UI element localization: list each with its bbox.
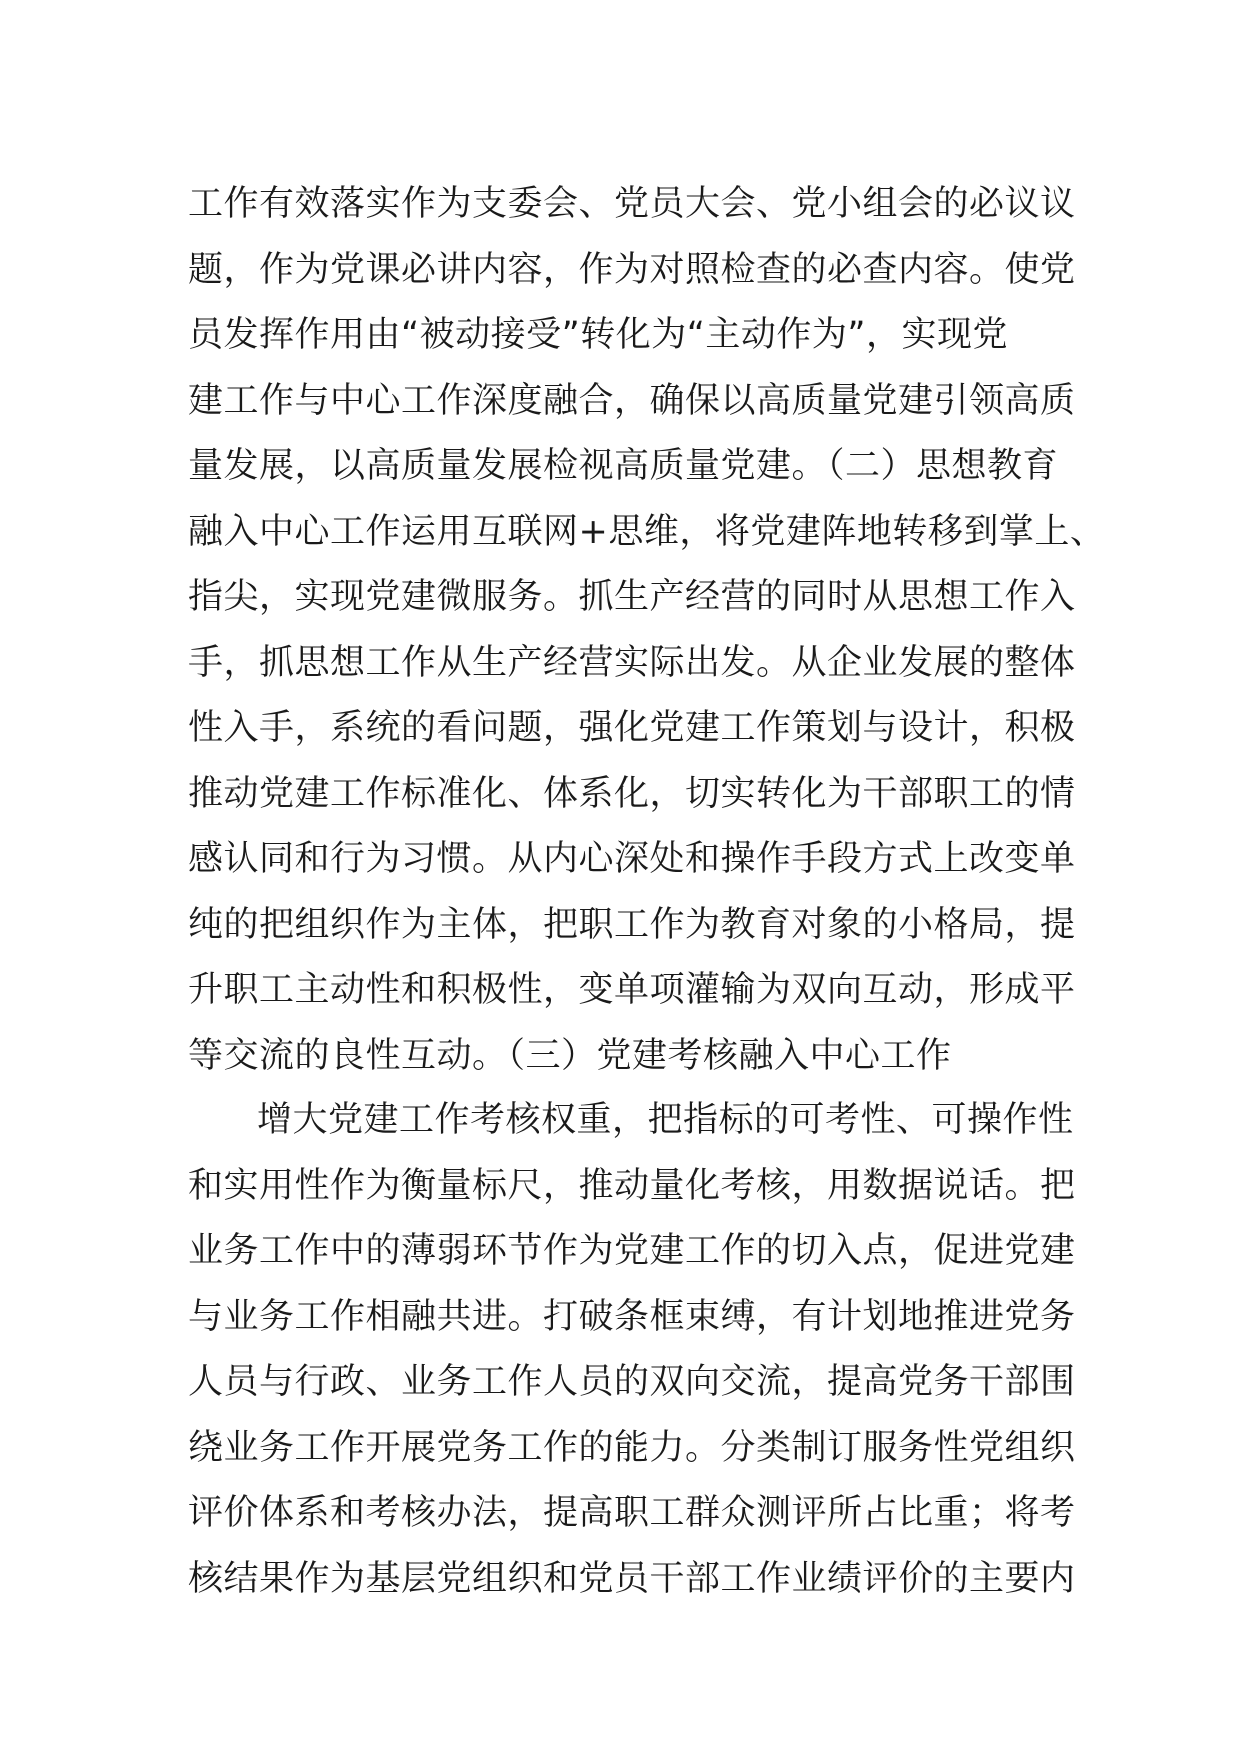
paragraph-assessment [188, 1088, 1076, 1612]
text-line: 绕业务工作开展党务工作的能力。分类制订服务性党组织 [188, 1427, 1076, 1468]
text-line: 量发展，以高质量发展检视高质量党建。（二）思想教育 [188, 446, 1059, 486]
text-line: 评价体系和考核办法，提高职工群众测评所占比重；将考 [188, 1493, 1076, 1533]
text-line: 人员与行政、业务工作人员的双向交流，提高党务干部围 [188, 1362, 1076, 1402]
text-line: 手，抓思想工作从生产经营实际出发。从企业发展的整体 [188, 642, 1076, 683]
text-line: 升职工主动性和积极性，变单项灌输为双向互动，形成平 [188, 970, 1076, 1010]
text-line: 工作有效落实作为支委会、党员大会、党小组会的必议议 [188, 184, 1076, 224]
text-line: 和实用性作为衡量标尺，推动量化考核，用数据说话。把 [188, 1165, 1076, 1206]
text-line: 业务工作中的薄弱环节作为党建工作的切入点，促进党建 [188, 1231, 1076, 1271]
text-line: 纯的把组织作为主体，把职工作为教育对象的小格局，提 [188, 904, 1076, 945]
text-line: 等交流的良性互动。（三）党建考核融入中心工作 [188, 1035, 952, 1076]
text-line: 指尖，实现党建微服务。抓生产经营的同时从思想工作入 [188, 577, 1076, 617]
text-line: 推动党建工作标准化、体系化，切实转化为干部职工的情 [188, 773, 1076, 814]
text-line: 题，作为党课必讲内容，作为对照检查的必查内容。使党 [188, 249, 1076, 290]
paragraph-continued [188, 172, 1106, 1089]
text-line: 与业务工作相融共进。打破条框束缚，有计划地推进党务 [188, 1296, 1076, 1337]
text-line: 增大党建工作考核权重，把指标的可考性、可操作性 [257, 1100, 1074, 1140]
text-line: 性入手，系统的看问题，强化党建工作策划与设计，积极 [188, 708, 1076, 748]
text-line: 感认同和行为习惯。从内心深处和操作手段方式上改变单 [188, 839, 1076, 879]
text-line: 融入中心工作运用互联网+思维，将党建阵地转移到掌上、 [188, 511, 1106, 552]
text-line: 核结果作为基层党组织和党员干部工作业绩评价的主要内 [188, 1558, 1076, 1599]
text-line: 建工作与中心工作深度融合，确保以高质量党建引领高质 [188, 380, 1076, 421]
text-line: 员发挥作用由“被动接受”转化为“主动作为”，实现党 [188, 315, 1009, 355]
